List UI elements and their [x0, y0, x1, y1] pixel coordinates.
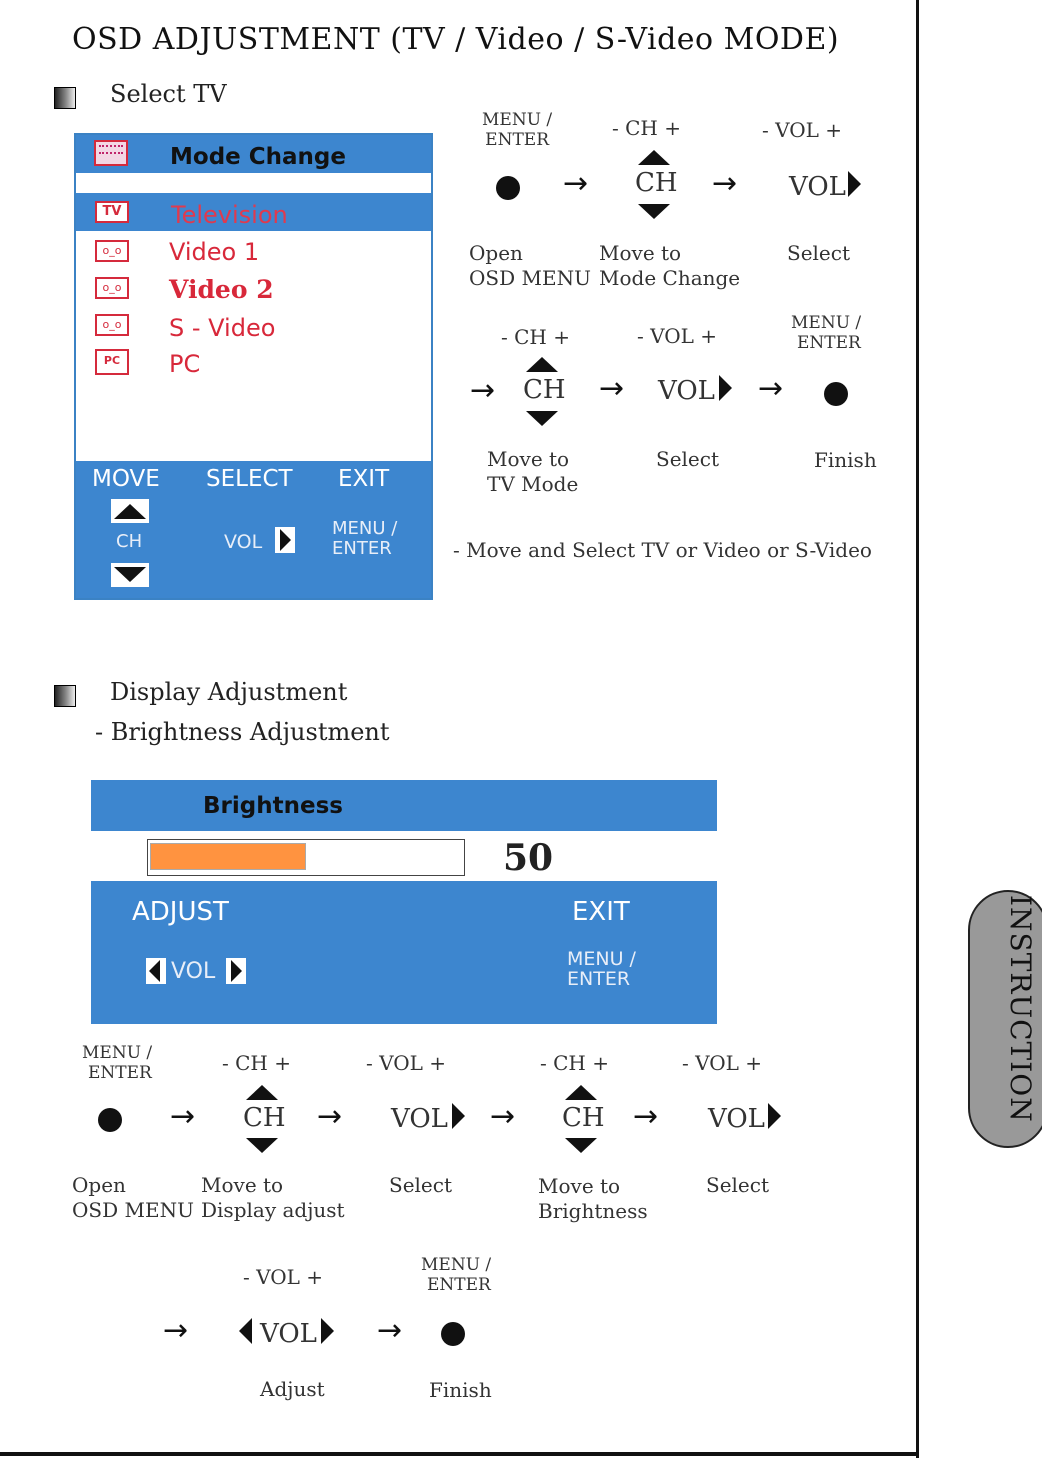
vol-left-icon	[239, 1318, 252, 1344]
ch-up-icon	[638, 150, 670, 165]
caption-finish: Finish	[814, 448, 877, 472]
menu-bottom-text: ENTER	[797, 333, 861, 353]
arrow-right-icon: →	[377, 1313, 403, 1348]
menu-button-icon	[824, 382, 848, 406]
brightness-bar-fill	[150, 843, 306, 870]
caption-select: Select	[389, 1173, 453, 1197]
ch-down-icon	[246, 1138, 278, 1153]
menu-line2: ENTER	[567, 968, 631, 990]
vol-control-caption: - VOL +	[762, 118, 842, 142]
arrow-right-icon: →	[599, 371, 625, 406]
section1-note: - Move and Select TV or Video or S-Video	[453, 538, 872, 562]
caption-move-line1: Move to	[201, 1173, 284, 1197]
osd-header-bar	[76, 135, 431, 173]
vol-label: VOL	[260, 1319, 317, 1349]
caption-adjust: Adjust	[260, 1377, 325, 1401]
brightness-row	[91, 829, 717, 883]
menu-enter-label	[567, 949, 636, 989]
step-menu-enter-label	[482, 110, 552, 150]
ch-label: CH	[635, 168, 678, 198]
ch-label: CH	[562, 1103, 605, 1133]
caption-select: Select	[706, 1173, 770, 1197]
arrow-right-icon: →	[758, 371, 784, 406]
ch-control-caption: - CH +	[612, 116, 681, 140]
ch-control-caption: - CH +	[501, 325, 570, 349]
ch-up-icon	[565, 1085, 597, 1100]
menu-top-text: MENU /	[82, 1043, 153, 1063]
caption-open-line2: OSD MENU	[72, 1198, 194, 1222]
section-select-tv-label: Select TV	[110, 80, 227, 108]
caption-open-osd	[469, 241, 591, 291]
section-bullet-icon	[54, 87, 76, 109]
step-menu-enter-label	[82, 1043, 152, 1083]
arrow-right-icon: →	[563, 166, 589, 201]
section-brightness-sublabel: - Brightness Adjustment	[95, 718, 390, 746]
footer-select-label: SELECT	[206, 466, 293, 492]
ch-up-icon	[114, 504, 146, 519]
vol-right-icon	[452, 1103, 465, 1129]
exit-label: EXIT	[572, 897, 630, 927]
vol-left-box	[146, 958, 166, 984]
caption-move-line2: Mode Change	[599, 266, 741, 290]
caption-open-line1: Open	[469, 241, 523, 265]
caption-move-display	[201, 1173, 345, 1223]
vol-label: VOL	[708, 1104, 765, 1134]
instruction-tab-label: INSTRUCTION	[1004, 895, 1037, 1123]
arrow-right-icon: →	[712, 166, 738, 201]
brightness-osd	[91, 780, 717, 1024]
caption-finish: Finish	[429, 1378, 492, 1402]
footer-vol-label: VOL	[224, 531, 263, 553]
vol-right-icon	[321, 1318, 334, 1344]
menu-line1: MENU /	[567, 948, 636, 970]
menu-top-text: MENU /	[482, 110, 553, 130]
ch-label: CH	[243, 1103, 286, 1133]
brightness-title: Brightness	[203, 793, 343, 819]
ch-down-icon	[114, 567, 146, 582]
vol-label: VOL	[658, 376, 715, 406]
vol-label: VOL	[391, 1104, 448, 1134]
osd-header-title: Mode Change	[170, 144, 346, 170]
pc-icon: PC	[95, 349, 129, 375]
adjust-label: ADJUST	[132, 897, 229, 927]
arrow-right-icon: →	[490, 1099, 516, 1134]
menu-button-icon	[441, 1322, 465, 1346]
ch-control-caption: - CH +	[222, 1051, 291, 1075]
arrow-right-icon: →	[633, 1099, 659, 1134]
footer-ch-control	[111, 499, 149, 587]
vol-control-caption: - VOL +	[682, 1051, 762, 1075]
vol-right-icon	[768, 1103, 781, 1129]
arrow-right-icon: →	[163, 1313, 189, 1348]
footer-menu-line2: ENTER	[332, 538, 392, 559]
footer-move-label: MOVE	[92, 466, 160, 492]
caption-move-mode	[599, 241, 740, 291]
ch-down-icon	[565, 1138, 597, 1153]
vol-right-icon	[231, 960, 242, 982]
footer-menu-line1: MENU /	[332, 518, 398, 539]
menu-bottom-text: ENTER	[485, 130, 549, 150]
arrow-right-icon: →	[170, 1099, 196, 1134]
vol-left-icon	[149, 960, 160, 982]
vol-control-caption: - VOL +	[243, 1265, 323, 1289]
ch-control-caption: - CH +	[540, 1051, 609, 1075]
vol-right-box	[226, 958, 246, 984]
cassette-icon: o_o	[95, 277, 129, 299]
footer-ch-label: CH	[116, 531, 143, 552]
caption-select: Select	[656, 447, 720, 471]
caption-move-line1: Move to	[487, 447, 570, 471]
ch-down-icon	[526, 411, 558, 426]
caption-move-tv	[487, 447, 578, 497]
arrow-right-icon: →	[317, 1099, 343, 1134]
caption-move-line2: Display adjust	[201, 1198, 345, 1222]
mode-item-pc[interactable]: PC	[169, 350, 201, 378]
caption-open-line2: OSD MENU	[469, 266, 591, 290]
footer-exit-label: EXIT	[338, 466, 390, 492]
page-border-bottom	[0, 1452, 919, 1456]
mode-item-television[interactable]: Television	[171, 201, 288, 229]
step-menu-enter-label	[421, 1255, 491, 1295]
section-display-label: Display Adjustment	[110, 678, 348, 706]
vol-control-caption: - VOL +	[637, 324, 717, 348]
caption-select: Select	[787, 241, 851, 265]
vol-label: VOL	[789, 172, 846, 202]
arrow-right-icon: →	[470, 373, 496, 408]
vol-right-icon	[719, 375, 732, 401]
caption-open-osd	[72, 1173, 194, 1223]
page-border-right	[916, 0, 919, 1458]
cassette-icon: o_o	[95, 314, 129, 336]
caption-move-line4: Brightness	[538, 1199, 648, 1223]
menu-top-text: MENU /	[421, 1255, 492, 1275]
caption-move-line1: Move to	[599, 241, 682, 265]
page-title: OSD ADJUSTMENT (TV / Video / S-Video MODE)	[72, 22, 840, 57]
vol-right-icon	[280, 529, 291, 551]
caption-move-line3: Move to	[538, 1174, 621, 1198]
vol-right-box	[275, 527, 295, 553]
ch-down-icon	[638, 204, 670, 219]
vol-control-caption: - VOL +	[366, 1051, 446, 1075]
ch-label: CH	[523, 375, 566, 405]
cassette-icon: o_o	[95, 240, 129, 262]
ch-up-icon	[246, 1085, 278, 1100]
vol-label: VOL	[171, 959, 216, 984]
section-bullet-icon	[54, 685, 76, 707]
mode-item-video1[interactable]: Video 1	[169, 238, 260, 266]
step-menu-enter-label	[791, 313, 861, 353]
ch-up-icon	[526, 357, 558, 372]
footer-menu-enter	[332, 519, 397, 559]
brightness-bar[interactable]	[147, 839, 465, 876]
menu-bottom-text: ENTER	[88, 1063, 152, 1083]
menu-button-icon	[98, 1108, 122, 1132]
caption-move-line2: TV Mode	[487, 472, 579, 496]
menu-top-text: MENU /	[791, 313, 862, 333]
mode-change-osd	[74, 133, 433, 600]
menu-button-icon	[496, 176, 520, 200]
keyboard-icon	[94, 140, 128, 166]
mode-item-video2[interactable]: Video 2	[169, 275, 274, 304]
mode-item-svideo[interactable]: S - Video	[169, 314, 276, 342]
caption-open-line1: Open	[72, 1173, 126, 1197]
osd-footer	[76, 461, 431, 598]
tv-icon: TV	[95, 201, 129, 223]
menu-bottom-text: ENTER	[427, 1275, 491, 1295]
caption-move-brightness	[538, 1174, 648, 1224]
vol-right-icon	[848, 171, 861, 197]
brightness-value: 50	[503, 837, 554, 879]
